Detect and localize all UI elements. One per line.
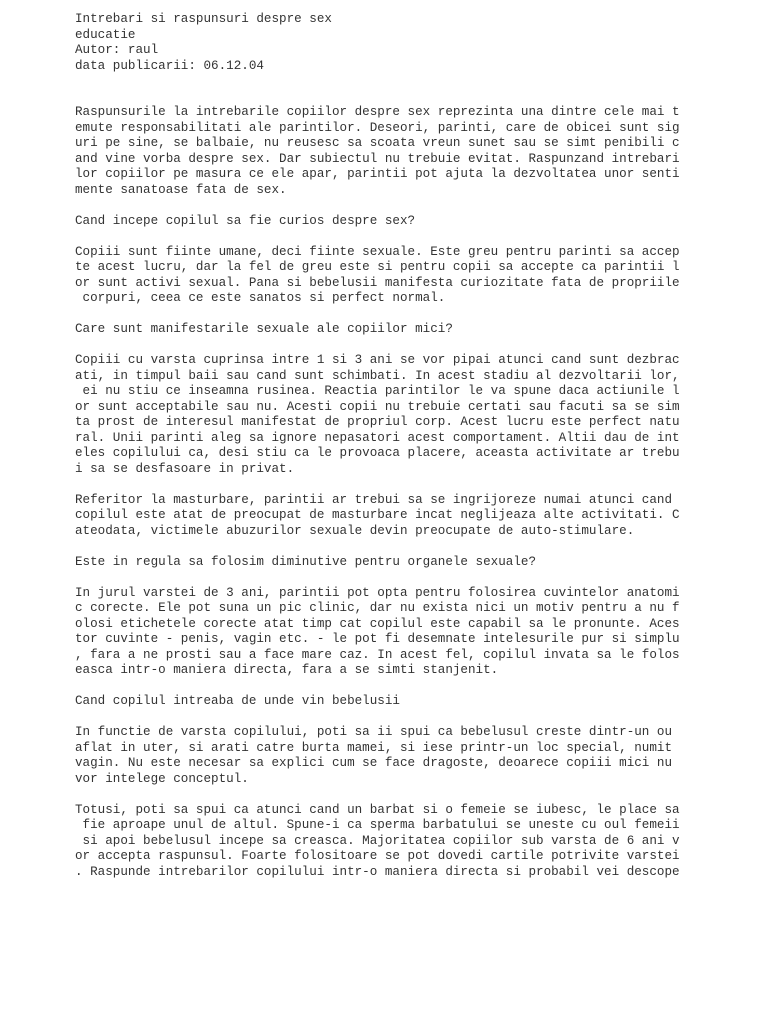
text-line: fie aproape unul de altul. Spune-i ca sperma barbatului se uneste cu oul femeii: [75, 818, 680, 832]
section-heading: Cand copilul intreaba de unde vin bebelusii: [75, 694, 400, 708]
text-line: In functie de varsta copilului, poti sa ii spui ca bebelusul creste dintr-un ou: [75, 725, 673, 739]
text-line: lor copiilor pe masura ce ele apar, parintii pot ajuta la dezvoltatea unor senti: [75, 167, 680, 181]
text-line: ateodata, victimele abuzurilor sexuale devin preocupate de auto-stimulare.: [75, 523, 635, 538]
text-line: mente sanatoase fata de sex.: [75, 182, 287, 197]
text-line: Copiii cu varsta cuprinsa intre 1 si 3 ani se vor pipai atunci cand sunt dezbrac: [75, 353, 680, 367]
text-line: ta prost de interesul manifestat de propriul corp. Acest lucru este perfect natu: [75, 415, 680, 429]
text-line: vor intelege conceptul.: [75, 771, 249, 786]
text-line: te acest lucru, dar la fel de greu este si pentru copii sa accepte ca parintii l: [75, 260, 680, 274]
text-line: easca intr-o maniera directa, fara a se simti stanjenit.: [75, 663, 499, 677]
text-line: Copiii sunt fiinte umane, deci fiinte sexuale. Este greu pentru parinti sa accep: [75, 244, 680, 259]
section-heading: Este in regula sa folosim diminutive pentru organele sexuale?: [75, 554, 537, 569]
section-paragraph: [75, 493, 695, 540]
text-line: . Raspunde intrebarilor copilului intr-o maniera directa si probabil vei descope: [75, 864, 680, 879]
text-line: aflat in uter, si arati catre burta mamei, si iese printr-un loc special, numit: [75, 740, 673, 755]
text-line: eles copilului ca, desi stiu ca le provoaca placere, aceasta activitate ar trebu: [75, 446, 680, 460]
section-heading: Cand incepe copilul sa fie curios despre sex?: [75, 213, 416, 228]
text-line: vagin. Nu este necesar sa explici cum se face dragoste, deoarece copiii mici nu: [75, 756, 673, 770]
text-line: , fara a ne prosti sau a face mare caz. In acest fel, copilul invata sa le folos: [75, 647, 680, 662]
document-date: data publicarii: 06.12.04: [75, 58, 264, 73]
text-line: si apoi bebelusul incepe sa creasca. Majoritatea copiilor sub varsta de 6 ani v: [75, 833, 680, 848]
text-line: emute responsabilitati ale parintilor. Deseori, parinti, care de obicei sunt sig: [75, 120, 680, 135]
text-line: or sunt activi sexual. Pana si bebelusii manifesta curiozitate fata de propriile: [75, 275, 680, 290]
text-line: Totusi, poti sa spui ca atunci cand un barbat si o femeie se iubesc, le place sa: [75, 802, 680, 817]
text-line: ral. Unii parinti aleg sa ignore nepasatori acest comportament. Altii dau de int: [75, 430, 680, 445]
document-header: [75, 12, 695, 74]
text-line: and vine vorba despre sex. Dar subiectul nu trebuie evitat. Raspunzand intrebari: [75, 151, 680, 166]
text-line: uri pe sine, se balbaie, nu reusesc sa scoata vreun sunet sau se simt penibili c: [75, 136, 680, 150]
text-line: Raspunsurile la intrebarile copiilor despre sex reprezinta una dintre cele mai t: [75, 105, 680, 119]
text-line: or sunt acceptabile sau nu. Acesti copii nu trebuie certati sau facuti sa se sim: [75, 399, 680, 414]
text-line: copilul este atat de preocupat de masturbare incat neglijeaza alte activitati. C: [75, 508, 680, 522]
section-paragraph: [75, 245, 695, 307]
text-line: corpuri, ceea ce este sanatos si perfect normal.: [75, 291, 446, 305]
document-page: [75, 12, 695, 896]
document-author: Autor: raul: [75, 43, 159, 57]
text-line: tor cuvinte - penis, vagin etc. - le pot fi desemnate intelesurile pur si simplu: [75, 632, 680, 646]
intro-paragraph: [75, 105, 695, 198]
document-title-line-1: Intrebari si raspunsuri despre sex: [75, 12, 332, 26]
text-line: c corecte. Ele pot suna un pic clinic, dar nu exista nici un motiv pentru a nu f: [75, 601, 680, 615]
document-title-line-2: educatie: [75, 27, 136, 42]
section-paragraph: [75, 586, 695, 679]
text-line: olosi etichetele corecte atat timp cat copilul este capabil sa le pronunte. Aces: [75, 616, 680, 631]
text-line: ei nu stiu ce inseamna rusinea. Reactia parintilor le va spune daca actiunile l: [75, 384, 680, 398]
section-paragraph: [75, 803, 695, 881]
section-paragraph: [75, 725, 695, 787]
text-line: ati, in timpul baii sau cand sunt schimbati. In acest stadiu al dezvoltarii lor,: [75, 368, 680, 383]
section-heading: Care sunt manifestarile sexuale ale copiilor mici?: [75, 322, 453, 336]
text-line: Referitor la masturbare, parintii ar trebui sa se ingrijoreze numai atunci cand: [75, 492, 673, 507]
text-line: In jurul varstei de 3 ani, parintii pot opta pentru folosirea cuvintelor anatomi: [75, 585, 680, 600]
text-line: i sa se desfasoare in privat.: [75, 461, 295, 476]
section-paragraph: [75, 353, 695, 477]
text-line: or accepta raspunsul. Foarte folositoare se pot dovedi cartile potrivite varstei: [75, 849, 680, 863]
